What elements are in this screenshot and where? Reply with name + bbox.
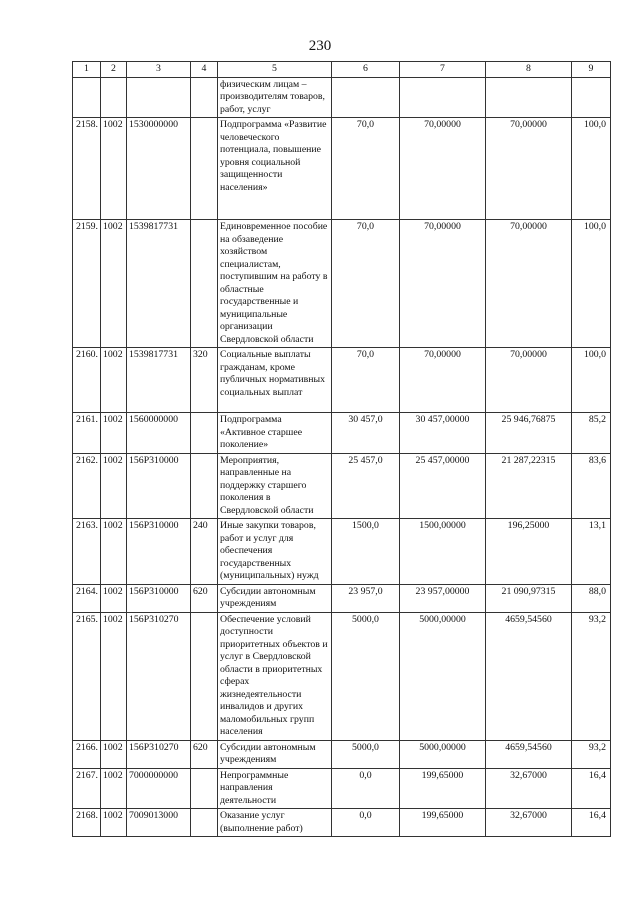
section-code: [101, 77, 127, 118]
target-code: 7000000000: [127, 768, 191, 809]
column-header: 5: [218, 62, 332, 78]
item-name: Субсидии автономным учреждениям: [218, 584, 332, 612]
row-number: 2165.: [73, 612, 101, 740]
execution-percent: 93,2: [572, 612, 611, 740]
approved-amount: 70,0: [332, 118, 400, 220]
expense-type: [191, 413, 218, 454]
approved-amount: 30 457,0: [332, 413, 400, 454]
item-name: Оказание услуг (выполнение работ): [218, 809, 332, 837]
column-header: 8: [486, 62, 572, 78]
approved-amount: 1500,0: [332, 519, 400, 585]
target-code: 156P310000: [127, 519, 191, 585]
expense-type: [191, 453, 218, 519]
item-name: Подпрограмма «Активное старшее поколение»: [218, 413, 332, 454]
adjusted-amount: 30 457,00000: [400, 413, 486, 454]
column-header: 9: [572, 62, 611, 78]
executed-amount: 25 946,76875: [486, 413, 572, 454]
row-number: 2164.: [73, 584, 101, 612]
expense-type: [191, 77, 218, 118]
section-code: 1002: [101, 612, 127, 740]
table-row: [73, 453, 611, 519]
target-code: 156P310000: [127, 453, 191, 519]
expense-type: 320: [191, 348, 218, 413]
approved-amount: 23 957,0: [332, 584, 400, 612]
page-number: 230: [308, 38, 332, 54]
approved-amount: 0,0: [332, 809, 400, 837]
execution-percent: 16,4: [572, 768, 611, 809]
column-header: 4: [191, 62, 218, 78]
target-code: 156P310270: [127, 740, 191, 768]
approved-amount: [332, 77, 400, 118]
item-name: Субсидии автономным учреждениям: [218, 740, 332, 768]
executed-amount: 4659,54560: [486, 612, 572, 740]
executed-amount: 4659,54560: [486, 740, 572, 768]
adjusted-amount: 25 457,00000: [400, 453, 486, 519]
section-code: 1002: [101, 768, 127, 809]
table-row: [73, 584, 611, 612]
adjusted-amount: 199,65000: [400, 809, 486, 837]
executed-amount: 70,00000: [486, 118, 572, 220]
execution-percent: 100,0: [572, 220, 611, 348]
column-header: 7: [400, 62, 486, 78]
budget-table: [72, 61, 611, 837]
column-header: 6: [332, 62, 400, 78]
row-number: 2161.: [73, 413, 101, 454]
row-number: 2162.: [73, 453, 101, 519]
section-code: 1002: [101, 740, 127, 768]
table-row: [73, 220, 611, 348]
table-row: [73, 348, 611, 413]
approved-amount: 70,0: [332, 220, 400, 348]
adjusted-amount: [400, 77, 486, 118]
table-row: [73, 77, 611, 118]
execution-percent: 100,0: [572, 118, 611, 220]
executed-amount: 70,00000: [486, 348, 572, 413]
row-number: 2166.: [73, 740, 101, 768]
column-header: 2: [101, 62, 127, 78]
item-name: Подпрограмма «Развитие человеческого потенциала, повышение уровня социальной защищенности населения»: [218, 118, 332, 220]
approved-amount: 0,0: [332, 768, 400, 809]
table-row: [73, 118, 611, 220]
header-row: [73, 62, 611, 78]
target-code: 156P310000: [127, 584, 191, 612]
item-name: Единовременное пособие на обзаведение хозяйством специалистам, поступившим на работу в областные государственные и муниципальные организации Свердловской области: [218, 220, 332, 348]
target-code: [127, 77, 191, 118]
section-code: 1002: [101, 584, 127, 612]
target-code: 1560000000: [127, 413, 191, 454]
adjusted-amount: 70,00000: [400, 220, 486, 348]
execution-percent: [572, 77, 611, 118]
executed-amount: 32,67000: [486, 768, 572, 809]
row-number: 2160.: [73, 348, 101, 413]
table-row: [73, 809, 611, 837]
item-name: Иные закупки товаров, работ и услуг для обеспечения государственных (муниципальных) нужд: [218, 519, 332, 585]
approved-amount: 25 457,0: [332, 453, 400, 519]
execution-percent: 16,4: [572, 809, 611, 837]
row-number: 2163.: [73, 519, 101, 585]
expense-type: 620: [191, 584, 218, 612]
table-row: [73, 740, 611, 768]
item-name: Непрограммные направления деятельности: [218, 768, 332, 809]
execution-percent: 93,2: [572, 740, 611, 768]
execution-percent: 88,0: [572, 584, 611, 612]
target-code: 1539817731: [127, 220, 191, 348]
section-code: 1002: [101, 118, 127, 220]
row-number: 2168.: [73, 809, 101, 837]
row-number: 2159.: [73, 220, 101, 348]
item-name: Обеспечение условий доступности приоритетных объектов и услуг в Свердловской области в приоритетных сферах жизнедеятельности инвалидов и других маломобильных групп населения: [218, 612, 332, 740]
row-number: 2167.: [73, 768, 101, 809]
section-code: 1002: [101, 453, 127, 519]
row-number: 2158.: [73, 118, 101, 220]
adjusted-amount: 5000,00000: [400, 612, 486, 740]
adjusted-amount: 199,65000: [400, 768, 486, 809]
section-code: 1002: [101, 809, 127, 837]
expense-type: [191, 768, 218, 809]
expense-type: [191, 118, 218, 220]
approved-amount: 5000,0: [332, 612, 400, 740]
section-code: 1002: [101, 348, 127, 413]
item-name: физическим лицам – производителям товаров, работ, услуг: [218, 77, 332, 118]
column-header: 3: [127, 62, 191, 78]
table-row: [73, 519, 611, 585]
execution-percent: 13,1: [572, 519, 611, 585]
executed-amount: 70,00000: [486, 220, 572, 348]
item-name: Социальные выплаты гражданам, кроме публичных нормативных социальных выплат: [218, 348, 332, 413]
item-name: Мероприятия, направленные на поддержку старшего поколения в Свердловской области: [218, 453, 332, 519]
target-code: 1530000000: [127, 118, 191, 220]
table-row: [73, 413, 611, 454]
adjusted-amount: 23 957,00000: [400, 584, 486, 612]
adjusted-amount: 70,00000: [400, 118, 486, 220]
approved-amount: 5000,0: [332, 740, 400, 768]
column-header: 1: [73, 62, 101, 78]
approved-amount: 70,0: [332, 348, 400, 413]
adjusted-amount: 70,00000: [400, 348, 486, 413]
target-code: 7009013000: [127, 809, 191, 837]
execution-percent: 85,2: [572, 413, 611, 454]
table-row: [73, 612, 611, 740]
section-code: 1002: [101, 220, 127, 348]
expense-type: [191, 809, 218, 837]
adjusted-amount: 5000,00000: [400, 740, 486, 768]
section-code: 1002: [101, 519, 127, 585]
execution-percent: 100,0: [572, 348, 611, 413]
target-code: 1539817731: [127, 348, 191, 413]
adjusted-amount: 1500,00000: [400, 519, 486, 585]
expense-type: [191, 612, 218, 740]
expense-type: 240: [191, 519, 218, 585]
executed-amount: 21 287,22315: [486, 453, 572, 519]
executed-amount: 21 090,97315: [486, 584, 572, 612]
executed-amount: 196,25000: [486, 519, 572, 585]
execution-percent: 83,6: [572, 453, 611, 519]
executed-amount: 32,67000: [486, 809, 572, 837]
expense-type: 620: [191, 740, 218, 768]
target-code: 156P310270: [127, 612, 191, 740]
expense-type: [191, 220, 218, 348]
table-row: [73, 768, 611, 809]
executed-amount: [486, 77, 572, 118]
section-code: 1002: [101, 413, 127, 454]
row-number: [73, 77, 101, 118]
